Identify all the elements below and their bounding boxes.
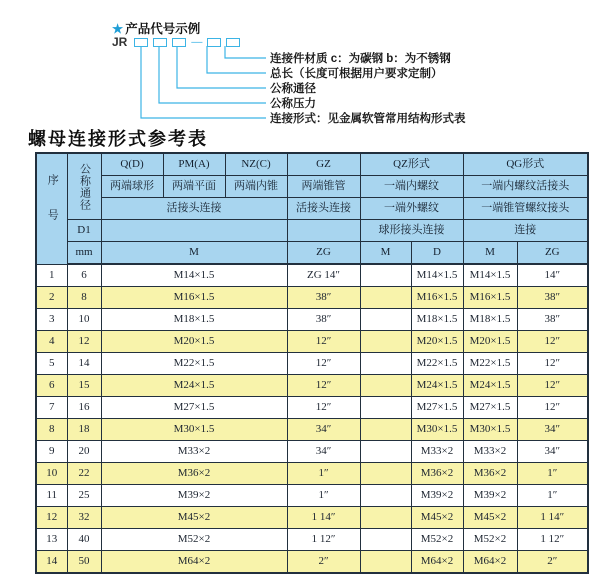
table-row	[36, 331, 588, 353]
cell-qg-zg: 2″	[517, 551, 588, 574]
cell-dn: 12	[67, 331, 101, 353]
unit-qg-zg: ZG	[517, 242, 588, 265]
cell-qg-zg: 1 14″	[517, 507, 588, 529]
cell-qz-d: M22×1.5	[411, 353, 463, 375]
header-blank-gz	[287, 220, 360, 242]
cell-serial: 11	[36, 485, 67, 507]
cell-qz-d: M52×2	[411, 529, 463, 551]
cell-serial: 9	[36, 441, 67, 463]
cell-qg-m: M14×1.5	[463, 264, 517, 287]
cell-qg-zg: 34″	[517, 441, 588, 463]
cell-gz-zg: 38″	[287, 287, 360, 309]
label-nominal-diameter: 公称通径	[270, 83, 316, 95]
code-box-1	[134, 38, 148, 47]
col-header-qz: QZ形式	[360, 153, 463, 176]
subheader-gz: 两端锥管	[287, 176, 360, 198]
cell-qg-zg: 1″	[517, 485, 588, 507]
diagram-title-text: 产品代号示例	[125, 22, 201, 36]
cell-m-thread: M36×2	[101, 463, 287, 485]
cell-qg-m: M36×2	[463, 463, 517, 485]
cell-qg-m: M45×2	[463, 507, 517, 529]
cell-m-thread: M30×1.5	[101, 419, 287, 441]
cell-qz-m	[360, 507, 411, 529]
cell-qg-zg: 12″	[517, 353, 588, 375]
cell-qg-m: M33×2	[463, 441, 517, 463]
cell-qz-d: M20×1.5	[411, 331, 463, 353]
cell-qz-d: M18×1.5	[411, 309, 463, 331]
cell-gz-zg: 34″	[287, 419, 360, 441]
table-row	[36, 463, 588, 485]
nut-connection-reference-table	[35, 152, 589, 574]
cell-gz-zg: 1″	[287, 485, 360, 507]
cell-qg-zg: 12″	[517, 331, 588, 353]
cell-qz-d: M30×1.5	[411, 419, 463, 441]
cell-serial: 4	[36, 331, 67, 353]
connection-qz-2: 球形接头连接	[360, 220, 463, 242]
code-box-4	[207, 38, 221, 47]
subheader-pm: 两端平面	[163, 176, 225, 198]
cell-qg-m: M30×1.5	[463, 419, 517, 441]
subheader-q: 两端球形	[101, 176, 163, 198]
table-row	[36, 551, 588, 574]
col-header-pm: PM(A)	[163, 153, 225, 176]
cell-dn: 14	[67, 353, 101, 375]
cell-qg-zg: 34″	[517, 419, 588, 441]
cell-gz-zg: 1 12″	[287, 529, 360, 551]
cell-qz-m	[360, 551, 411, 574]
col-header-gz: GZ	[287, 153, 360, 176]
cell-dn: 10	[67, 309, 101, 331]
table-row	[36, 264, 588, 287]
cell-gz-zg: ZG 14″	[287, 264, 360, 287]
connection-qg: 一端锥管螺纹接头	[463, 198, 588, 220]
label-material: 连接件材质 c：为碳钢 b：为不锈钢	[270, 53, 451, 65]
cell-qg-zg: 1 12″	[517, 529, 588, 551]
cell-qg-zg: 1″	[517, 463, 588, 485]
cell-dn: 22	[67, 463, 101, 485]
cell-qg-m: M52×2	[463, 529, 517, 551]
cell-gz-zg: 1″	[287, 463, 360, 485]
table-row	[36, 397, 588, 419]
cell-dn: 32	[67, 507, 101, 529]
unit-qz-d: D	[411, 242, 463, 265]
cell-qz-d: M14×1.5	[411, 264, 463, 287]
label-nominal-pressure: 公称压力	[270, 98, 316, 110]
cell-qz-m	[360, 485, 411, 507]
cell-qg-zg: 12″	[517, 375, 588, 397]
cell-qz-m	[360, 375, 411, 397]
star-icon: ★	[112, 22, 124, 36]
col-header-qg: QG形式	[463, 153, 588, 176]
cell-qg-m: M39×2	[463, 485, 517, 507]
product-code-row	[112, 37, 245, 47]
cell-qz-m	[360, 287, 411, 309]
cell-m-thread: M52×2	[101, 529, 287, 551]
cell-dn: 25	[67, 485, 101, 507]
cell-qz-m	[360, 441, 411, 463]
cell-qz-m	[360, 463, 411, 485]
col-header-nominal-diameter: 公称通径	[67, 153, 101, 220]
cell-m-thread: M45×2	[101, 507, 287, 529]
cell-serial: 5	[36, 353, 67, 375]
cell-qz-m	[360, 309, 411, 331]
header-d1: D1	[67, 220, 101, 242]
table-row	[36, 287, 588, 309]
cell-qg-zg: 38″	[517, 309, 588, 331]
table-row	[36, 419, 588, 441]
table-header	[36, 153, 588, 264]
cell-gz-zg: 12″	[287, 353, 360, 375]
cell-serial: 14	[36, 551, 67, 574]
table-row	[36, 375, 588, 397]
connection-union: 活接头连接	[101, 198, 287, 220]
cell-qg-m: M27×1.5	[463, 397, 517, 419]
cell-m-thread: M22×1.5	[101, 353, 287, 375]
code-box-2	[153, 38, 167, 47]
cell-qg-m: M18×1.5	[463, 309, 517, 331]
cell-serial: 13	[36, 529, 67, 551]
cell-m-thread: M14×1.5	[101, 264, 287, 287]
cell-qg-m: M22×1.5	[463, 353, 517, 375]
cell-dn: 50	[67, 551, 101, 574]
table-row	[36, 441, 588, 463]
cell-gz-zg: 2″	[287, 551, 360, 574]
col-header-nz: NZ(C)	[225, 153, 287, 176]
cell-qz-m	[360, 264, 411, 287]
code-dash: —	[191, 35, 203, 48]
cell-serial: 6	[36, 375, 67, 397]
table-title: 螺母连接形式参考表	[28, 129, 208, 149]
cell-qz-m	[360, 397, 411, 419]
subheader-qz: 一端内螺纹	[360, 176, 463, 198]
cell-qg-m: M20×1.5	[463, 331, 517, 353]
label-connection-form: 连接形式：见金属软管常用结构形式表	[270, 113, 466, 125]
cell-serial: 3	[36, 309, 67, 331]
cell-qz-d: M36×2	[411, 463, 463, 485]
cell-dn: 20	[67, 441, 101, 463]
connection-qz: 一端外螺纹	[360, 198, 463, 220]
cell-m-thread: M64×2	[101, 551, 287, 574]
cell-serial: 1	[36, 264, 67, 287]
cell-qg-m: M24×1.5	[463, 375, 517, 397]
cell-serial: 12	[36, 507, 67, 529]
cell-dn: 16	[67, 397, 101, 419]
unit-qz-m: M	[360, 242, 411, 265]
cell-gz-zg: 12″	[287, 331, 360, 353]
cell-serial: 2	[36, 287, 67, 309]
cell-m-thread: M20×1.5	[101, 331, 287, 353]
cell-qz-d: M24×1.5	[411, 375, 463, 397]
cell-qg-zg: 14″	[517, 264, 588, 287]
label-total-length: 总长（长度可根据用户要求定制）	[270, 68, 443, 80]
code-box-5	[226, 38, 240, 47]
connection-gz: 活接头连接	[287, 198, 360, 220]
table-row	[36, 507, 588, 529]
unit-zg: ZG	[287, 242, 360, 265]
cell-qz-m	[360, 529, 411, 551]
cell-m-thread: M24×1.5	[101, 375, 287, 397]
cell-serial: 7	[36, 397, 67, 419]
subheader-nz: 两端内锥	[225, 176, 287, 198]
code-prefix: JR	[112, 35, 128, 49]
table-row	[36, 353, 588, 375]
cell-qz-m	[360, 419, 411, 441]
cell-qz-d: M45×2	[411, 507, 463, 529]
cell-m-thread: M16×1.5	[101, 287, 287, 309]
cell-qg-m: M16×1.5	[463, 287, 517, 309]
cell-qz-m	[360, 331, 411, 353]
table-row	[36, 309, 588, 331]
cell-qg-m: M64×2	[463, 551, 517, 574]
table-row	[36, 485, 588, 507]
cell-qz-d: M16×1.5	[411, 287, 463, 309]
cell-qg-zg: 38″	[517, 287, 588, 309]
cell-dn: 8	[67, 287, 101, 309]
cell-qz-m	[360, 353, 411, 375]
cell-qz-d: M33×2	[411, 441, 463, 463]
cell-gz-zg: 1 14″	[287, 507, 360, 529]
subheader-qg: 一端内螺纹活接头	[463, 176, 588, 198]
cell-gz-zg: 12″	[287, 375, 360, 397]
table-body	[36, 264, 588, 573]
cell-qz-d: M27×1.5	[411, 397, 463, 419]
cell-qz-d: M39×2	[411, 485, 463, 507]
cell-gz-zg: 34″	[287, 441, 360, 463]
cell-gz-zg: 38″	[287, 309, 360, 331]
cell-m-thread: M18×1.5	[101, 309, 287, 331]
cell-qg-zg: 12″	[517, 397, 588, 419]
col-header-q: Q(D)	[101, 153, 163, 176]
connection-qg-2: 连接	[463, 220, 588, 242]
cell-m-thread: M33×2	[101, 441, 287, 463]
cell-dn: 15	[67, 375, 101, 397]
col-header-serial: 序号	[36, 153, 67, 264]
cell-m-thread: M27×1.5	[101, 397, 287, 419]
cell-dn: 40	[67, 529, 101, 551]
cell-dn: 18	[67, 419, 101, 441]
cell-serial: 10	[36, 463, 67, 485]
header-blank-union	[101, 220, 287, 242]
unit-m: M	[101, 242, 287, 265]
cell-m-thread: M39×2	[101, 485, 287, 507]
header-mm: mm	[67, 242, 101, 265]
cell-gz-zg: 12″	[287, 397, 360, 419]
code-box-3	[172, 38, 186, 47]
cell-dn: 6	[67, 264, 101, 287]
unit-qg-m: M	[463, 242, 517, 265]
cell-qz-d: M64×2	[411, 551, 463, 574]
cell-serial: 8	[36, 419, 67, 441]
table-row	[36, 529, 588, 551]
